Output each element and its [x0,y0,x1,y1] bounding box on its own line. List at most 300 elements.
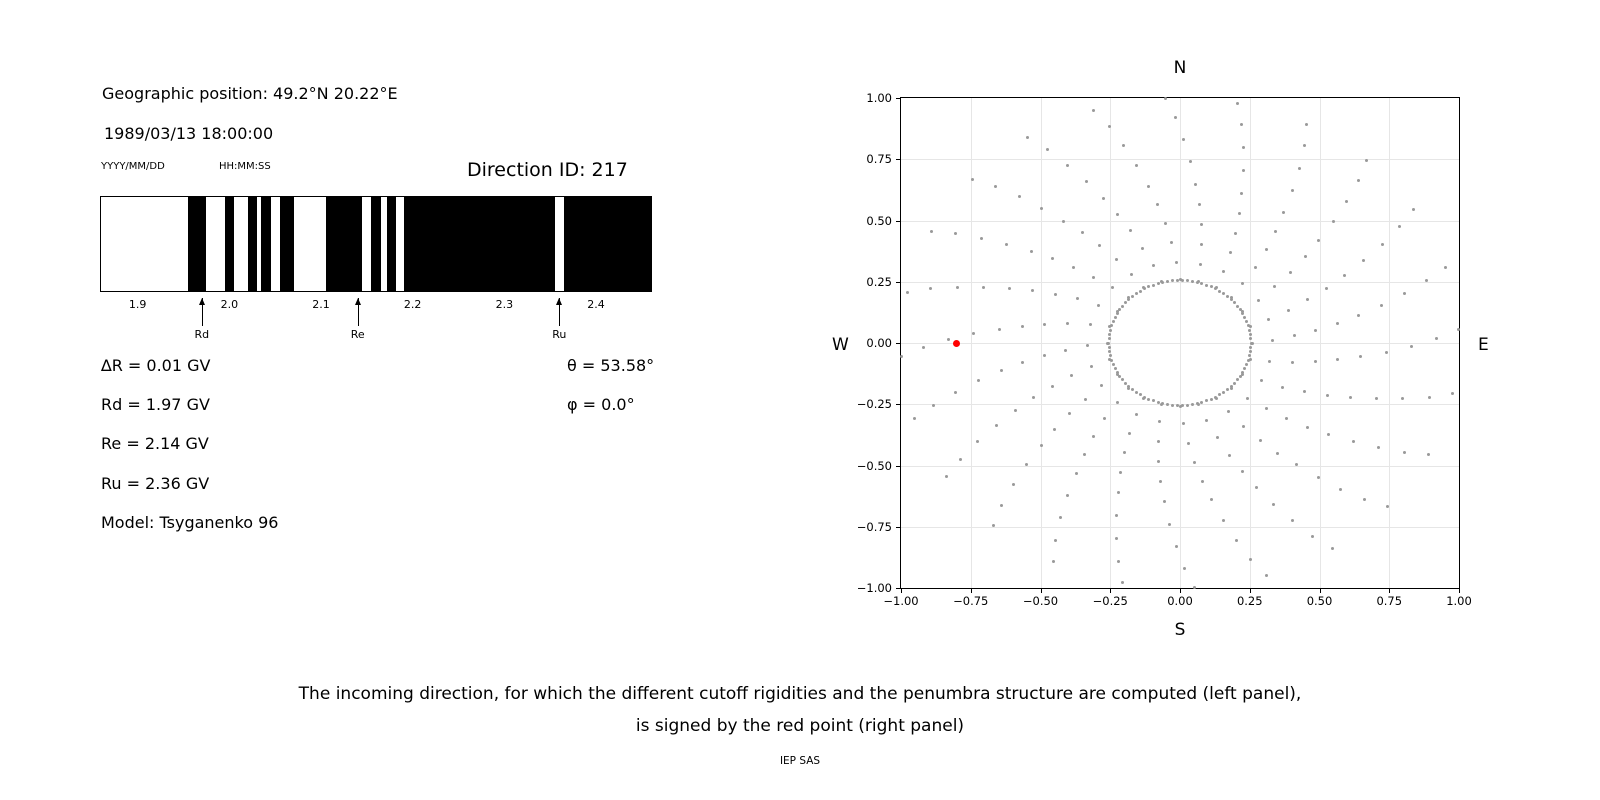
scatter-point [1139,393,1142,396]
scatter-point [1158,420,1161,423]
scatter-point [1234,232,1237,235]
scatter-point [1336,358,1339,361]
scatter-point [1222,270,1225,273]
scatter-point [1005,243,1008,246]
y-axis-tick-label: 0.50 [866,213,892,228]
scatter-point [1066,164,1069,167]
scatter-point [1210,498,1213,501]
x-axis-tick-label: 0.50 [1306,594,1333,608]
scatter-point [1380,304,1383,307]
scatter-point [1066,494,1069,497]
penumbra-marker-rd [202,298,203,326]
scatter-point [1375,397,1378,400]
scatter-point [1274,230,1277,233]
scatter-point [972,332,975,335]
scatter-point [1230,385,1233,388]
date-format-hint: YYYY/MM/DD [101,161,165,172]
x-axis-tick-label: 1.00 [1446,594,1472,608]
caption-line-2: is signed by the red point (right panel) [635,716,965,736]
datetime-label: 1989/03/13 18:00:00 [104,124,274,143]
scatter-point [1245,363,1248,366]
scatter-point [1152,284,1155,287]
scatter-point [1410,345,1413,348]
scatter-point [1081,231,1084,234]
scatter-point [1111,286,1114,289]
scatter-plot-area [900,97,1460,589]
phi-value: φ = 0.0° [567,395,635,414]
scatter-point [1135,164,1138,167]
scatter-point [1103,417,1106,420]
scatter-point [1040,207,1043,210]
scatter-point [1092,435,1095,438]
gridline-horizontal [901,343,1459,344]
scatter-point [1249,346,1252,349]
scatter-point [1085,180,1088,183]
scatter-point [1021,361,1024,364]
gridline-horizontal [901,527,1459,528]
scatter-point [954,232,957,235]
scatter-point [1152,399,1155,402]
scatter-point [1114,316,1117,319]
time-format-hint: HH:MM:SS [219,161,271,172]
scatter-point [1124,301,1127,304]
scatter-point [1228,454,1231,457]
scatter-point [1090,365,1093,368]
scatter-point [1242,146,1245,149]
scatter-point [1092,109,1095,112]
penumbra-band [225,197,234,291]
y-axis-tick-mark [896,159,900,160]
x-axis-tick-mark [1041,589,1042,593]
penumbra-marker-re [358,298,359,326]
scatter-point [1241,312,1244,315]
scatter-point [1345,200,1348,203]
scatter-point [1157,440,1160,443]
y-axis-tick-label: 1.00 [866,91,892,105]
scatter-point [1182,422,1185,425]
scatter-point [1176,404,1179,407]
scatter-point [954,391,957,394]
scatter-point [1051,385,1054,388]
scatter-point [1076,297,1079,300]
scatter-point [1135,413,1138,416]
penumbra-marker-ru [559,298,560,326]
scatter-point [1021,325,1024,328]
x-axis-tick-label: −0.25 [1092,594,1128,608]
scatter-point [976,440,979,443]
x-axis-tick-mark [1250,589,1251,593]
scatter-point [1276,452,1279,455]
scatter-point [1198,203,1201,206]
scatter-point [1222,292,1225,295]
scatter-point [1129,229,1132,232]
scatter-point [1196,402,1199,405]
scatter-point [1451,392,1454,395]
scatter-point [1214,396,1217,399]
scatter-point [1265,248,1268,251]
scatter-point [1043,323,1046,326]
scatter-point [1254,266,1257,269]
scatter-point [1304,255,1307,258]
scatter-point [1210,398,1213,401]
scatter-point [1359,355,1362,358]
scatter-point [1363,498,1366,501]
selected-direction-point[interactable] [953,340,960,347]
scatter-point [1052,560,1055,563]
scatter-point [1255,486,1258,489]
scatter-point [1109,329,1112,332]
scatter-point [1116,312,1119,315]
scatter-point [1242,169,1245,172]
penumbra-band [261,197,270,291]
scatter-point [1164,222,1167,225]
scatter-point [1098,244,1101,247]
scatter-point [1357,179,1360,182]
scatter-point [1187,442,1190,445]
scatter-point [1040,444,1043,447]
scatter-point [1222,519,1225,522]
scatter-point [1182,138,1185,141]
scatter-point [1193,461,1196,464]
scatter-point [1186,404,1189,407]
scatter-point [1352,440,1355,443]
scatter-point [1331,547,1334,550]
scatter-point [1112,320,1115,323]
scatter-point [900,355,903,358]
caption-line-1: The incoming direction, for which the different cutoff rigidities and the penumbra structure are computed (left panel), [298,684,1302,704]
x-axis-tick-label: 0.25 [1236,594,1263,608]
footer-credit: IEP SAS [779,755,821,767]
scatter-point [947,338,950,341]
scatter-point [1205,284,1208,287]
scatter-point [1243,316,1246,319]
scatter-point [1089,323,1092,326]
scatter-point [1241,282,1244,285]
scatter-point [980,237,983,240]
scatter-point [1216,436,1219,439]
scatter-point [1097,304,1100,307]
scatter-point [1175,261,1178,264]
scatter-point [1157,460,1160,463]
y-axis-tick-mark [896,527,900,528]
scatter-point [1116,213,1119,216]
scatter-point [1143,396,1146,399]
scatter-point [1268,360,1271,363]
scatter-point [1317,476,1320,479]
scatter-point [1000,504,1003,507]
y-axis-tick-mark [896,343,900,344]
scatter-point [1403,292,1406,295]
scatter-point [913,417,916,420]
scatter-point [930,230,933,233]
scatter-point [1116,371,1119,374]
scatter-point [1230,298,1233,301]
scatter-point [1117,560,1120,563]
scatter-point [1357,314,1360,317]
scatter-point [1164,97,1167,100]
scatter-point [992,524,995,527]
scatter-point [1102,197,1105,200]
scatter-point [1124,382,1127,385]
penumbra-panel [0,0,760,640]
scatter-point [1403,451,1406,454]
sky-map-panel [800,40,1560,660]
scatter-point [1218,290,1221,293]
scatter-point [1031,289,1034,292]
y-axis-tick-mark [896,404,900,405]
scatter-point [1135,391,1138,394]
scatter-point [1249,558,1252,561]
scatter-point [1026,136,1029,139]
scatter-point [1168,523,1171,526]
scatter-point [1127,298,1130,301]
x-axis-tick-label: −0.75 [953,594,989,608]
scatter-point [1068,412,1071,415]
penumbra-band [564,197,651,291]
scatter-point [1325,287,1328,290]
scatter-point [1054,293,1057,296]
scatter-point [977,379,980,382]
scatter-point [1226,295,1229,298]
scatter-point [1171,404,1174,407]
scatter-point [1306,298,1309,301]
scatter-point [1166,403,1169,406]
scatter-point [1305,123,1308,126]
scatter-point [1250,342,1253,345]
scatter-point [1115,537,1118,540]
scatter-point [1257,299,1260,302]
scatter-point [1311,535,1314,538]
scatter-point [1238,212,1241,215]
scatter-point [1242,425,1245,428]
scatter-point [1054,539,1057,542]
scatter-point [1377,446,1380,449]
scatter-point [1115,258,1118,261]
scatter-point [971,178,974,181]
scatter-point [1210,285,1213,288]
scatter-point [922,346,925,349]
scatter-point [1291,189,1294,192]
penumbra-tick-label: 1.9 [128,298,147,311]
compass-label-west: W [832,335,849,355]
scatter-point [1205,399,1208,402]
scatter-point [1285,417,1288,420]
penumbra-band [404,197,555,291]
y-axis-tick-label: −0.75 [856,519,892,534]
scatter-point [1115,514,1118,517]
y-axis-tick-mark [896,282,900,283]
scatter-point [1110,359,1113,362]
scatter-point [1131,295,1134,298]
scatter-point [1326,394,1329,397]
scatter-point [1339,488,1342,491]
scatter-point [1161,281,1164,284]
scatter-point [1281,386,1284,389]
scatter-point [1226,388,1229,391]
scatter-point [1139,290,1142,293]
scatter-point [1233,301,1236,304]
scatter-point [1236,305,1239,308]
scatter-point [1314,360,1317,363]
penumbra-marker-label: Rd [194,328,210,341]
scatter-point [1314,329,1317,332]
scatter-point [1365,159,1368,162]
scatter-point [1086,344,1089,347]
scatter-point [1141,247,1144,250]
scatter-point [1122,144,1125,147]
penumbra-band [371,197,380,291]
scatter-point [1181,404,1184,407]
penumbra-band [188,197,206,291]
penumbra-band [387,197,396,291]
scatter-point [1457,328,1460,331]
scatter-point [1108,125,1111,128]
scatter-point [1247,359,1250,362]
scatter-point [1119,471,1122,474]
scatter-point [1293,334,1296,337]
scatter-point [1298,167,1301,170]
scatter-point [1444,266,1447,269]
scatter-point [1174,116,1177,119]
y-axis-tick-mark [896,221,900,222]
scatter-point [1130,273,1133,276]
scatter-point [1112,363,1115,366]
scatter-point [1131,388,1134,391]
geographic-position-label: Geographic position: 49.2°N 20.22°E [102,84,398,103]
penumbra-tick-label: 2.4 [587,298,605,311]
scatter-point [929,287,932,290]
scatter-point [1401,397,1404,400]
scatter-point [1114,367,1117,370]
scatter-point [1123,451,1126,454]
scatter-point [956,286,959,289]
scatter-point [1072,266,1075,269]
scatter-point [932,404,935,407]
gridline-horizontal [901,221,1459,222]
scatter-point [1249,333,1252,336]
scatter-point [1199,263,1202,266]
penumbra-strip [100,196,652,292]
scatter-point [1236,102,1239,105]
scatter-point [1092,276,1095,279]
penumbra-band [248,197,257,291]
scatter-point [1362,259,1365,262]
scatter-point [1121,305,1124,308]
scatter-point [1147,285,1150,288]
theta-value: θ = 53.58° [567,356,655,375]
scatter-point [1291,361,1294,364]
scatter-point [1327,433,1330,436]
scatter-point [1427,453,1430,456]
scatter-point [1066,322,1069,325]
scatter-point [1051,257,1054,260]
scatter-point [1287,309,1290,312]
x-axis-tick-mark [901,589,902,593]
scatter-point [945,475,948,478]
model-value: Model: Tsyganenko 96 [101,513,279,532]
scatter-point [1201,480,1204,483]
y-axis-tick-label: 0.75 [866,152,892,167]
scatter-point [1108,337,1111,340]
scatter-point [1229,251,1232,254]
penumbra-axis [100,292,652,352]
scatter-point [1273,285,1276,288]
x-axis-tick-mark [1180,589,1181,593]
scatter-point [1412,208,1415,211]
re-value: Re = 2.14 GV [101,434,209,453]
scatter-point [906,291,909,294]
scatter-point [1200,223,1203,226]
scatter-point [1236,378,1239,381]
scatter-point [1245,320,1248,323]
scatter-point [1243,367,1246,370]
scatter-point [1043,354,1046,357]
y-axis-tick-label: −0.50 [856,458,892,473]
scatter-point [1053,428,1056,431]
scatter-point [1070,374,1073,377]
delta-r-value: ∆R = 0.01 GV [101,356,211,375]
y-axis-tick-mark [896,588,900,589]
figure-caption [0,678,1600,742]
scatter-point [1249,337,1252,340]
penumbra-band [326,197,363,291]
scatter-point [1381,243,1384,246]
scatter-point [1121,378,1124,381]
scatter-point [1183,567,1186,570]
x-axis-tick-mark [1110,589,1111,593]
scatter-point [1218,393,1221,396]
scatter-point [1332,220,1335,223]
x-axis-tick-mark [1320,589,1321,593]
scatter-point [1110,324,1113,327]
x-axis-tick-mark [1389,589,1390,593]
scatter-point [1157,401,1160,404]
scatter-point [1282,211,1285,214]
scatter-point [1428,396,1431,399]
scatter-point [1170,241,1173,244]
direction-id-label: Direction ID: 217 [467,159,628,181]
scatter-point [1303,390,1306,393]
compass-label-south: S [1174,620,1186,640]
y-axis-tick-mark [896,466,900,467]
scatter-point [1349,396,1352,399]
scatter-point [959,458,962,461]
penumbra-tick-label: 2.0 [220,298,239,311]
scatter-point [994,185,997,188]
scatter-point [1012,483,1015,486]
scatter-point [1156,203,1159,206]
scatter-point [1196,281,1199,284]
scatter-point [1205,419,1208,422]
scatter-point [1118,375,1121,378]
scatter-point [1343,274,1346,277]
scatter-point [1194,183,1197,186]
rd-value: Rd = 1.97 GV [101,395,210,414]
scatter-point [1108,346,1111,349]
scatter-point [1272,503,1275,506]
scatter-point [1191,280,1194,283]
x-axis-tick-mark [971,589,972,593]
scatter-point [1083,453,1086,456]
scatter-point [1000,369,1003,372]
scatter-point [1147,185,1150,188]
scatter-point [1064,349,1067,352]
scatter-point [1435,337,1438,340]
scatter-point [1200,243,1203,246]
scatter-point [1306,426,1309,429]
scatter-point [1135,292,1138,295]
penumbra-bars [101,197,651,291]
